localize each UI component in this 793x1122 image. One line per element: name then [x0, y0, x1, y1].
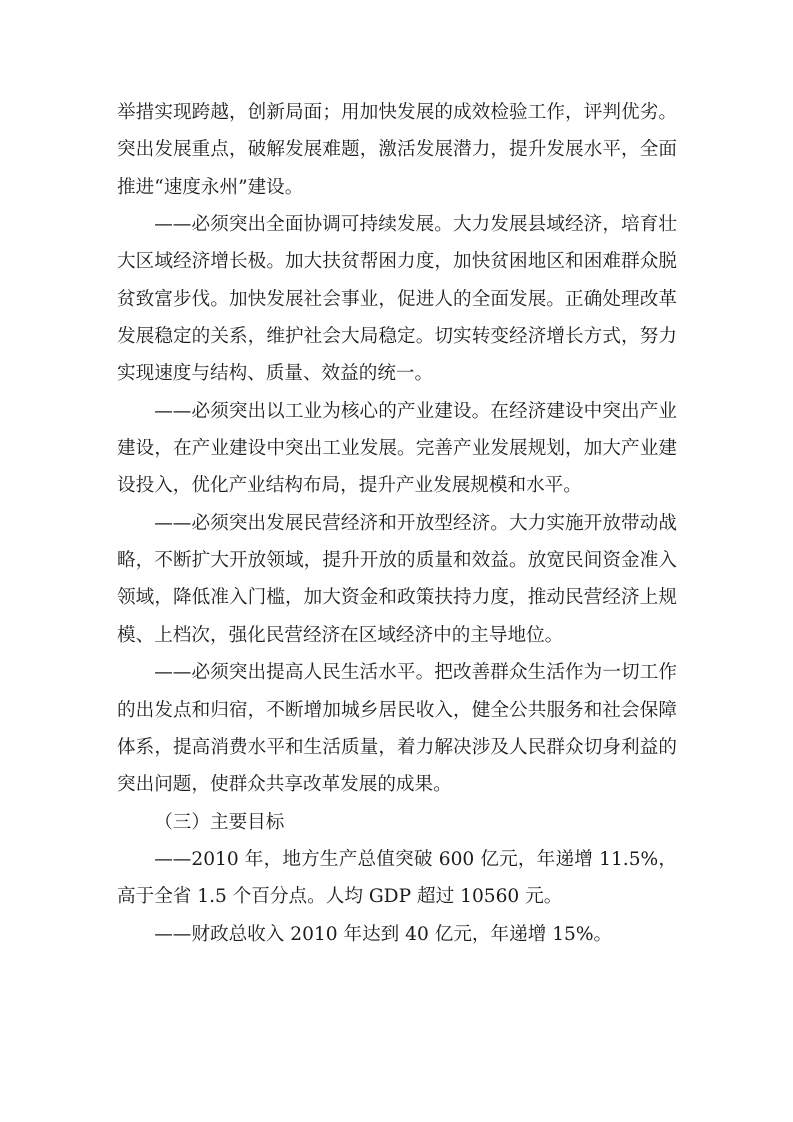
section-heading-main-goals: （三）主要目标 — [154, 811, 285, 833]
paragraph-continuation: 举措实现跨越，创新局面；用加快发展的成效检验工作，评判优劣。突出发展重点，破解发展难题，激活发展潜力，提升发展水平，全面推进“速度永州”建设。 — [117, 102, 677, 198]
document-text-block — [117, 94, 677, 953]
paragraph-living-standards: ——必须突出提高人民生活水平。把改善群众生活作为一切工作的出发点和归宿，不断增加城乡居民收入，健全公共服务和社会保障体系，提高消费水平和生活质量，着力解决涉及人民群众切身利益的突出问题，使群众共享改革发展的成果。 — [117, 662, 677, 796]
paragraph-industry-core: ——必须突出以工业为核心的产业建设。在经济建设中突出产业建设，在产业建设中突出工业发展。完善产业发展规划，加大产业建设投入，优化产业结构布局，提升产业发展规模和水平。 — [117, 400, 677, 497]
paragraph-fiscal-revenue-goal: ——财政总收入 2010 年达到 40 亿元，年递增 15%。 — [154, 923, 613, 945]
paragraph-coordinated-development: ——必须突出全面协调可持续发展。大力发展县域经济，培育壮大区域经济增长极。加大扶贫帮困力度，加快贫困地区和困难群众脱贫致富步伐。加快发展社会事业，促进人的全面发展。正确处理改革发展稳定的关系，维护社会大局稳定。切实转变经济增长方式，努力实现速度与结构、质量、效益的统一。 — [117, 214, 677, 385]
paragraph-private-open-economy: ——必须突出发展民营经济和开放型经济。大力实施开放带动战略，不断扩大开放领域，提升开放的质量和效益。放宽民间资金准入领域，降低准入门槛，加大资金和政策扶持力度，推动民营经济上规模、上档次，强化民营经济在区域经济中的主导地位。 — [117, 512, 677, 646]
paragraph-gdp-goal: ——2010 年，地方生产总值突破 600 亿元，年递增 11.5%，高于全省 1.5 个百分点。人均 GDP 超过 10560 元。 — [117, 848, 677, 908]
